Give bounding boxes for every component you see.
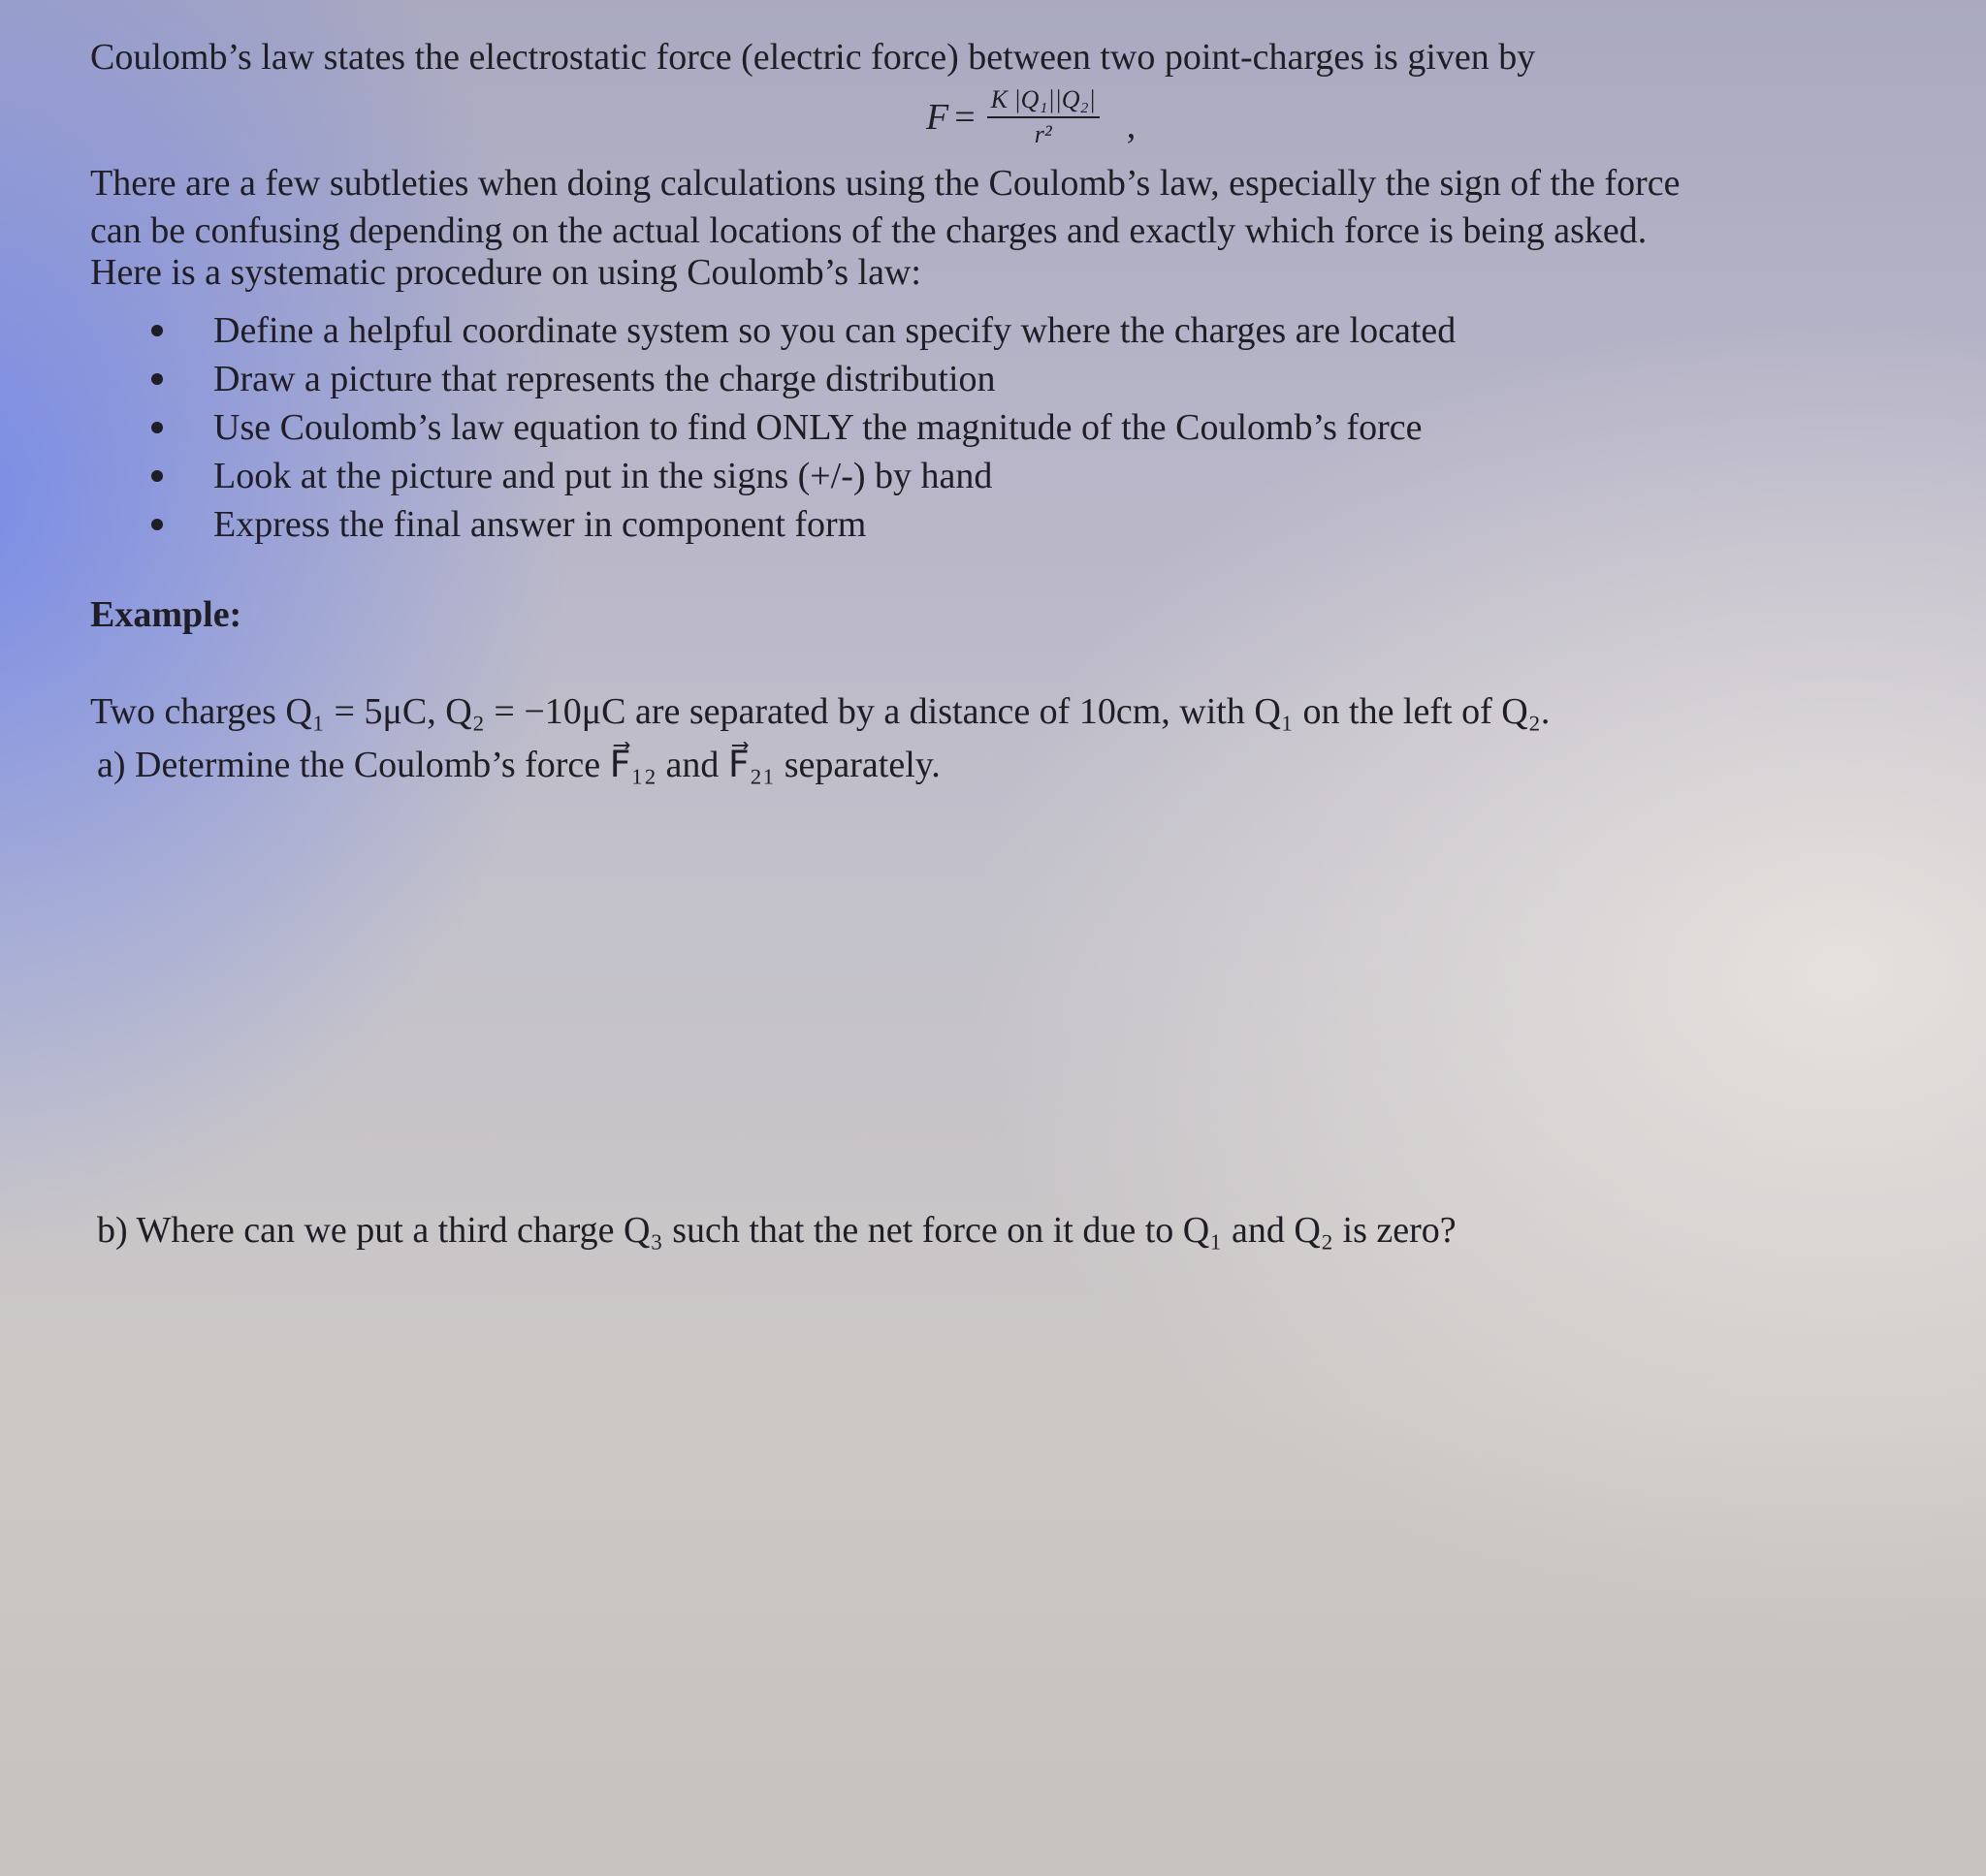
question-part-a: a) Determine the Coulomb’s force F⃗₁₂ and F⃗₂₁ separately. <box>97 745 941 785</box>
example-heading: Example: <box>90 594 242 635</box>
procedure-item <box>145 452 1456 500</box>
procedure-item-text: Express the final answer in component form <box>213 504 867 545</box>
formula-comma: , <box>1126 106 1137 146</box>
formula-fraction <box>987 85 1100 149</box>
formula-denominator: r² <box>1034 120 1052 148</box>
procedure-item-text: Use Coulomb’s law equation to find ONLY the magnitude of the Coulomb’s force <box>213 407 1423 448</box>
example-problem: Two charges Q₁ = 5μC, Q₂ = −10μC are separated by a distance of 10cm, with Q₁ on the left of Q₂. <box>90 691 1551 732</box>
bullet-icon <box>151 470 163 482</box>
question-part-b: b) Where can we put a third charge Q₃ such that the net force on it due to Q₁ and Q₂ is zero? <box>97 1210 1457 1251</box>
bullet-icon <box>151 519 163 530</box>
procedure-list <box>145 306 1456 549</box>
bullet-icon <box>151 422 163 433</box>
subtleties-text-line-2: can be confusing depending on the actual locations of the charges and exactly which force is being asked. <box>90 210 1648 251</box>
procedure-item <box>145 500 1456 549</box>
procedure-item-text: Look at the picture and put in the signs (+/-) by hand <box>213 456 993 496</box>
procedure-item <box>145 355 1456 403</box>
coulomb-formula <box>926 85 1136 149</box>
subtleties-text-line-1: There are a few subtleties when doing calculations using the Coulomb’s law, especially the sign of the force <box>90 163 1681 204</box>
formula-numerator: K |Q₁||Q₂| <box>987 85 1100 118</box>
procedure-item <box>145 306 1456 355</box>
intro-text: Coulomb’s law states the electrostatic force (electric force) between two point-charges is given by <box>90 37 1536 78</box>
bullet-icon <box>151 325 163 336</box>
procedure-item <box>145 403 1456 452</box>
procedure-item-text: Define a helpful coordinate system so you can specify where the charges are located <box>213 310 1457 351</box>
bullet-icon <box>151 373 163 385</box>
procedure-item-text: Draw a picture that represents the charge distribution <box>213 359 996 399</box>
formula-equals: = <box>954 97 976 138</box>
procedure-intro: Here is a systematic procedure on using Coulomb’s law: <box>90 252 921 293</box>
formula-lhs: F <box>926 97 949 138</box>
